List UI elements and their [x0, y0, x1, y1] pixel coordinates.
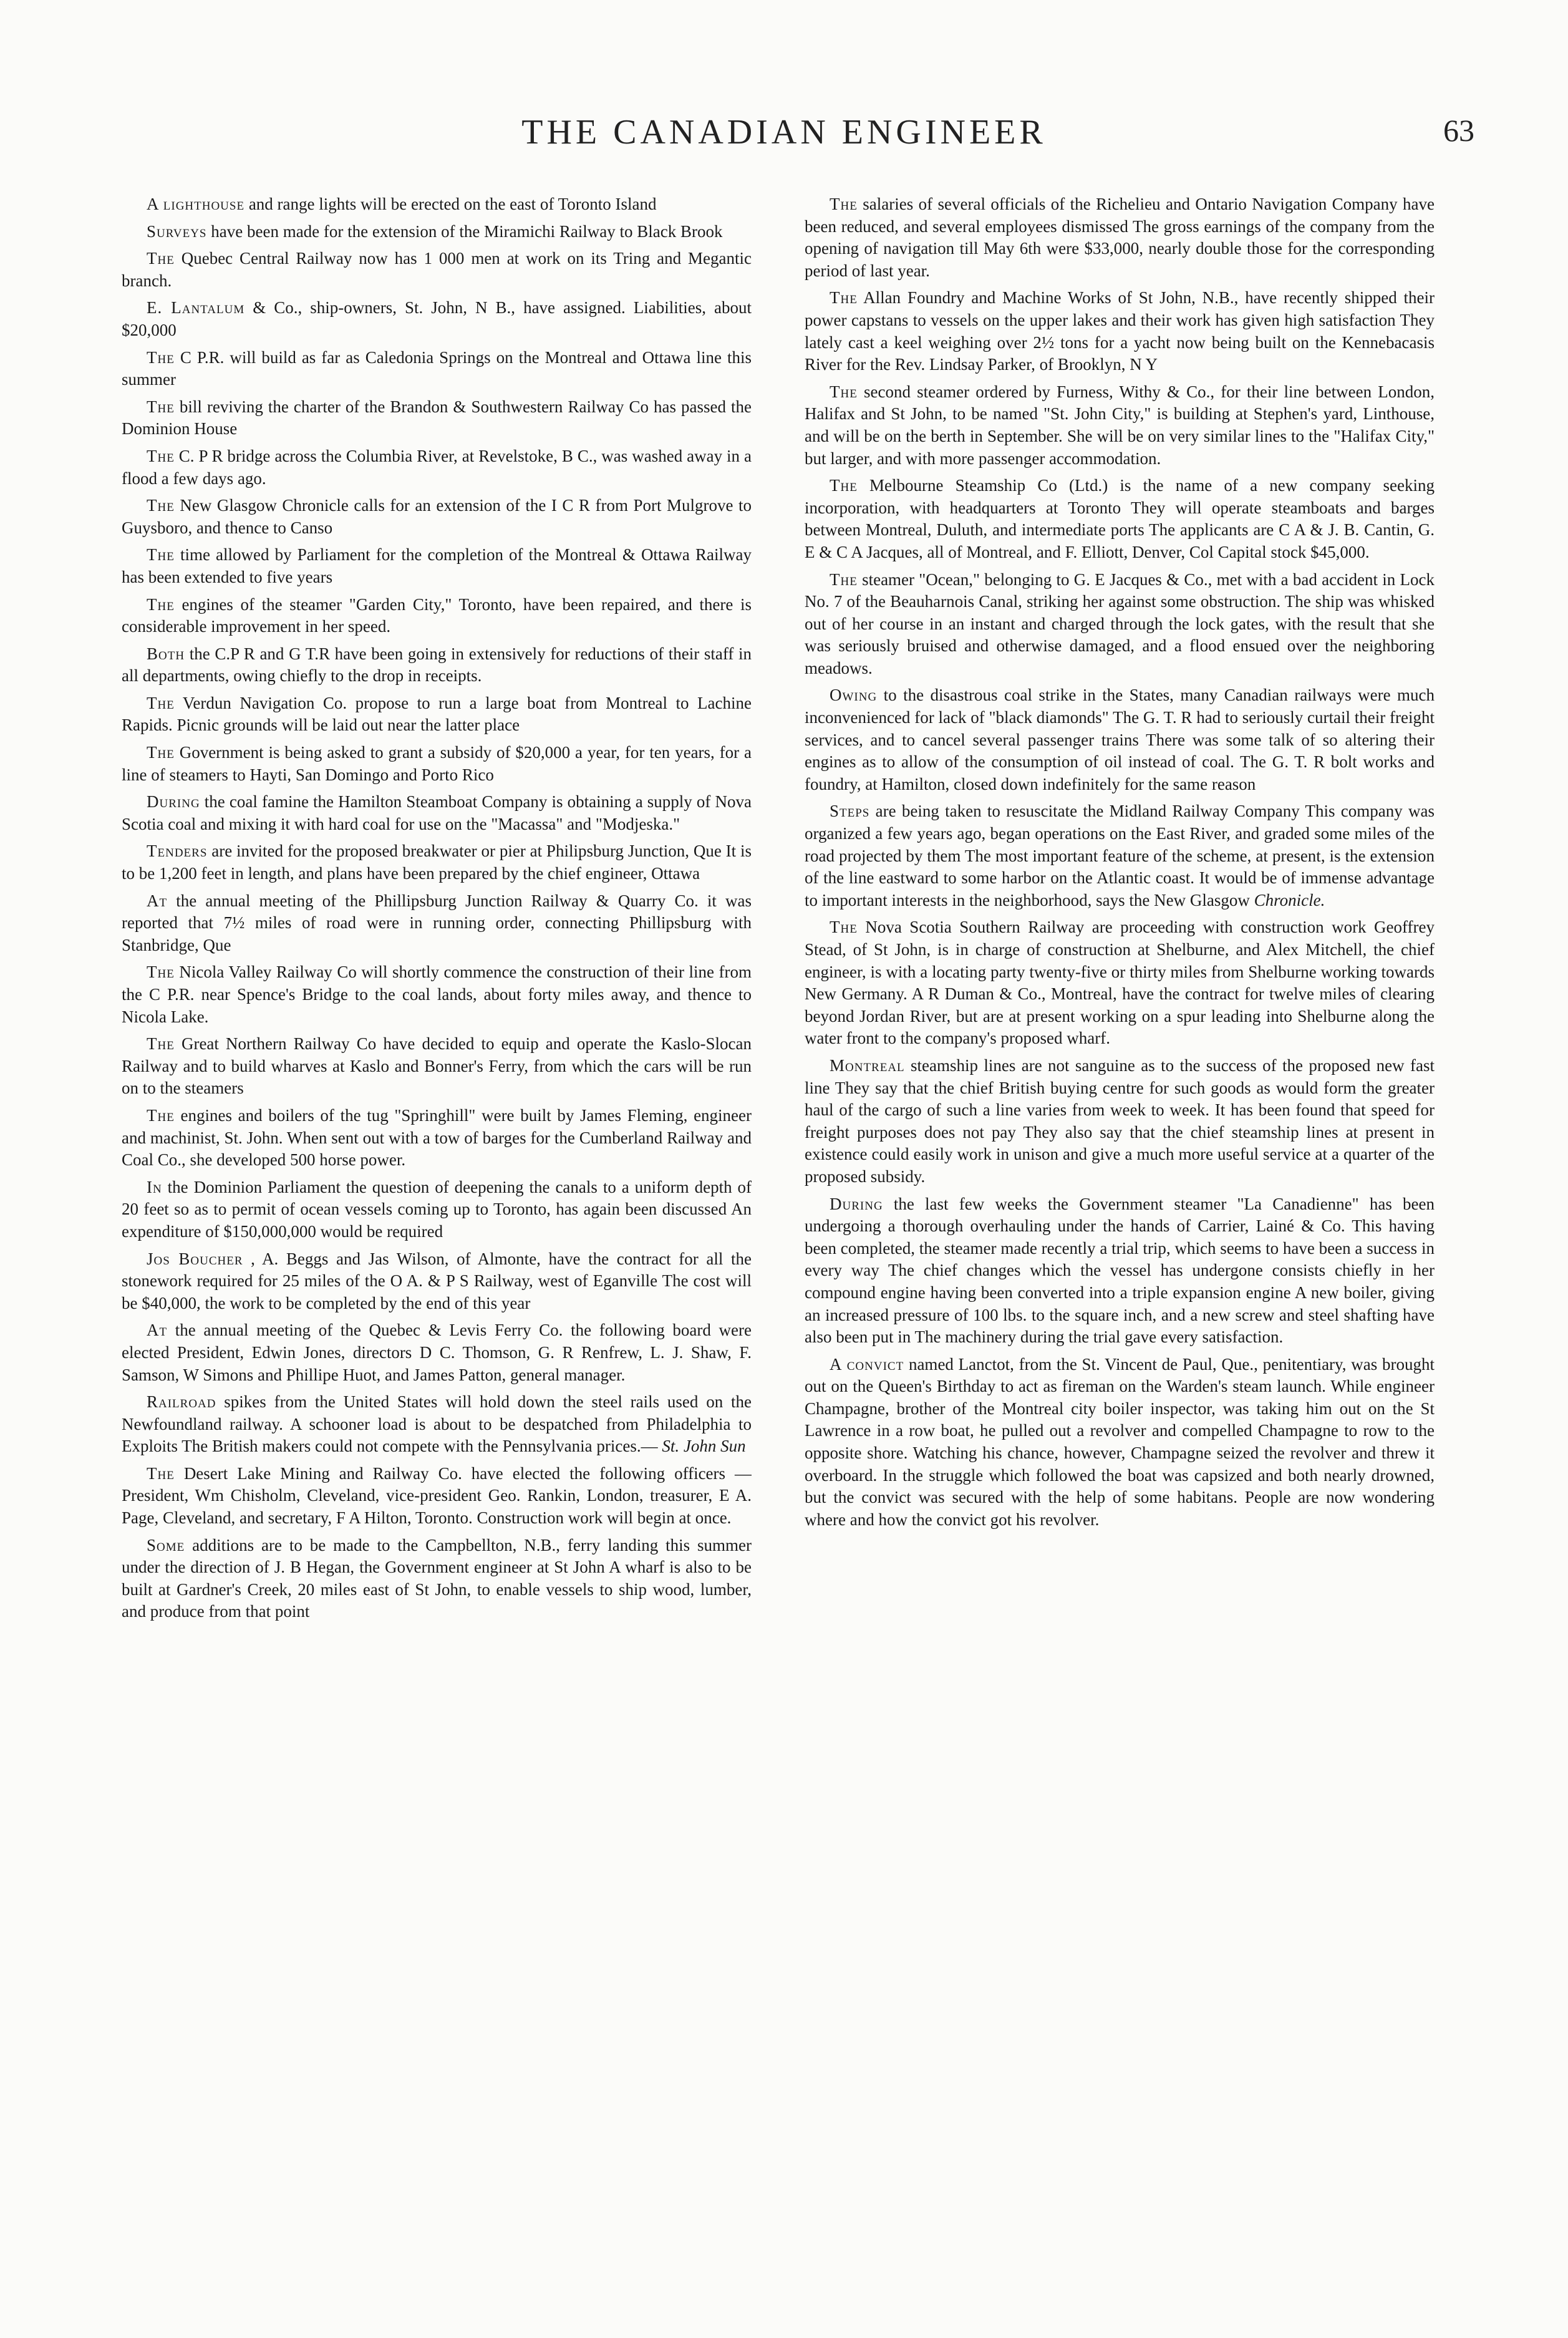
item-text: Allan Foundry and Machine Works of St John, N.B., have recently shipped their power capstans to vessels on the upper lakes and their work has given high satisfaction They lately cast a keel weighing over 2½ tons for a yacht now being built on the Kennebacasis River for the Rev. Lindsay Parker, of Brooklyn, N Y: [805, 288, 1435, 374]
item-lead: Surveys: [147, 221, 207, 241]
page-header: [0, 112, 1568, 162]
item-lead: Both: [147, 644, 185, 663]
news-item: [122, 1176, 752, 1243]
news-item: [122, 445, 752, 490]
news-item: [122, 961, 752, 1028]
news-item: [122, 594, 752, 638]
item-lead: Montreal: [830, 1055, 905, 1075]
item-lead: The: [147, 496, 175, 515]
item-text: time allowed by Parliament for the completion of the Montreal & Ottawa Railway has been extended to five years: [122, 545, 752, 586]
item-lead: The: [147, 1105, 175, 1125]
item-text: Desert Lake Mining and Railway Co. have elected the following officers —President, Wm Chisholm, Cleveland, vice-president Geo. Rankin, London, treasurer, E A. Page, Cleveland, and secretary, F A Hilton, Toronto. Construction work will begin at once.: [122, 1463, 752, 1528]
item-text: steamship lines are not sanguine as to the success of the proposed new fast line They say that the chief British buying centre for such goods as would form the greater haul of the cargo of such a line varies from week to week. It has been found that speed for freight purposes does not pay They also say that the chief steamship lines at present in existence could easily work in unison and give a much more useful service at a quarter of the proposed subsidy.: [805, 1055, 1435, 1186]
item-lead: Railroad: [147, 1392, 216, 1412]
news-item: [122, 840, 752, 885]
item-text: named Lanctot, from the St. Vincent de Paul, Que., penitentiary, was brought out on the Queen's Birthday to act as fireman on the Warden's steam launch. While engineer Champagne, brother of the Montreal city boiler inspector, was taking him out on the St Lawrence in a row boat, he pulled out a revolver and compelled Champagne to row to the opposite shore. Watching his chance, however, Champagne seized the revolver and threw it overboard. In the struggle which followed the boat was capsized and both nearly drowned, but the convict was secured with the help of some habitans. People are now wondering where and how the convict got his revolver.: [805, 1354, 1435, 1529]
news-item: [122, 791, 752, 835]
item-text: are being taken to resuscitate the Midland Railway Company This company was organized a few years ago, began operations on the East River, and graded some miles of the road projected by them The most important feature of the scheme, at present, is the extension of the line eastward to some harbor on the Atlantic coast. It would be of immense advantage to important interests in the neighborhood, says the New Glasgow: [805, 802, 1435, 909]
item-lead: A convict: [830, 1354, 904, 1374]
news-item: [805, 475, 1435, 563]
item-lead: The: [147, 693, 175, 712]
news-item: [122, 1033, 752, 1100]
news-item: [805, 193, 1435, 282]
item-text: engines and boilers of the tug "Springhill" were built by James Fleming, engineer and machinist, St. John. When sent out with a tow of barges for the Cumberland Railway and Coal Co., she developed 500 horse power.: [122, 1105, 752, 1170]
item-text: the Dominion Parliament the question of deepening the canals to a uniform depth of 20 feet so as to permit of ocean vessels coming up to Toronto, has again been discussed An expenditure of $150,000,000 would be required: [122, 1177, 752, 1241]
item-lead: The: [147, 446, 175, 465]
item-text: the C.P R and G T.R have been going in extensively for reductions of their staff in all departments, owing chiefly to the drop in receipts.: [122, 644, 752, 686]
item-text: & Co., ship-owners, St. John, N B., have assigned. Liabilities, about $20,000: [122, 298, 752, 339]
item-lead: The: [147, 1034, 175, 1054]
news-item: [122, 297, 752, 341]
item-lead: The: [147, 1463, 175, 1483]
item-lead: The: [147, 347, 175, 367]
news-item: [122, 1248, 752, 1315]
item-lead: The: [147, 963, 175, 982]
item-lead: Jos Boucher: [147, 1249, 243, 1268]
news-item: [122, 248, 752, 292]
news-item: [122, 544, 752, 588]
item-lead: E. Lantalum: [147, 298, 245, 318]
item-lead: Steps: [830, 802, 870, 821]
item-text: New Glasgow Chronicle calls for an extension of the I C R from Port Mulgrove to Guysboro, and thence to Canso: [122, 496, 752, 537]
item-lead: During: [830, 1194, 883, 1213]
item-lead: The: [830, 918, 858, 937]
item-text: Great Northern Railway Co have decided to equip and operate the Kaslo-Slocan Railway and to build wharves at Kaslo and Bonner's Ferry, from which the cars will be run on to the steamers: [122, 1034, 752, 1098]
item-text: Nova Scotia Southern Railway are proceeding with construction work Geoffrey Stead, of St John, is in charge of construction at Shelburne, and Alex Mitchell, the chief engineer, is with a locating party twenty-five or thirty miles from Shelburne working towards New Germany. A R Duman & Co., Montreal, have the contract for twelve miles of clearing beyond Jordan River, but are at present working on a spur leading into Shelburne along the water front to the company's proposed wharf.: [805, 918, 1435, 1048]
news-item: [805, 1354, 1435, 1531]
item-text: the annual meeting of the Quebec & Levis Ferry Co. the following board were elected President, Edwin Jones, directors D C. Thomson, G. R Renfrew, L. J. Shaw, F. Samson, W Simons and Phillipe Huot, and James Patton, general manager.: [122, 1321, 752, 1384]
item-lead: During: [147, 792, 200, 812]
item-text: and range lights will be erected on the east of Toronto Island: [248, 195, 657, 213]
news-item: [122, 495, 752, 539]
news-item: [805, 1193, 1435, 1349]
item-text: bill reviving the charter of the Brandon & Southwestern Railway Co has passed the Dominion House: [122, 397, 752, 439]
item-text: Government is being asked to grant a subsidy of $20,000 a year, for ten years, for a line of steamers to Hayti, San Domingo and Porto Rico: [122, 743, 752, 784]
news-item: [122, 347, 752, 391]
news-item: [122, 643, 752, 687]
news-item: [122, 1391, 752, 1458]
item-lead: The: [147, 545, 175, 565]
news-item: [122, 890, 752, 957]
item-text: have been made for the extension of the Miramichi Railway to Black Brook: [211, 221, 723, 241]
item-lead: The: [830, 288, 858, 308]
item-lead: The: [147, 249, 175, 268]
journal-title: THE CANADIAN ENGINEER: [521, 113, 1047, 152]
item-text: Verdun Navigation Co. propose to run a large boat from Montreal to Lachine Rapids. Picnic grounds will be laid out near the latter place: [122, 693, 752, 735]
item-text: spikes from the United States will hold down the steel rails used on the Newfoundland railway. A schooner load is about to be despatched from Philadelphia to Exploits The British makers could not compete with the Pennsylvania prices.—: [122, 1392, 752, 1456]
item-lead: In: [147, 1177, 162, 1196]
news-item: [122, 742, 752, 786]
right-column: [805, 193, 1435, 2271]
news-item: [122, 1319, 752, 1386]
item-lead: Some: [147, 1535, 185, 1555]
item-text: are invited for the proposed breakwater or pier at Philipsburg Junction, Que It is to be 1,200 feet in length, and plans have been prepared by the chief engineer, Ottawa: [122, 842, 752, 883]
item-lead: The: [830, 476, 858, 495]
item-text: Quebec Central Railway now has 1 000 men at work on its Tring and Megantic branch.: [122, 249, 752, 290]
item-lead: The: [830, 570, 858, 589]
item-text: steamer "Ocean," belonging to G. E Jacques & Co., met with a bad accident in Lock No. 7 of the Beauharnois Canal, striking her against some obstruction. The ship was whisked out of her course in an instant and charged through the lock gates, with the result that she was seriously bruised and otherwise damaged, and a flood ensued over the neighboring meadows.: [805, 570, 1435, 677]
item-text: C. P R bridge across the Columbia River, at Revelstoke, B C., was washed away in a flood a few days ago.: [122, 446, 752, 488]
left-column: [122, 193, 752, 2271]
news-item: [805, 916, 1435, 1050]
item-lead: Tenders: [147, 842, 208, 861]
item-text: the coal famine the Hamilton Steamboat Company is obtaining a supply of Nova Scotia coal and mixing it with hard coal for use on the "Macassa" and "Modjeska.": [122, 792, 752, 833]
news-item: [805, 800, 1435, 911]
news-item: [122, 1105, 752, 1171]
news-item: [805, 684, 1435, 795]
item-text: the last few weeks the Government steamer "La Canadienne" has been undergoing a thorough overhauling under the hands of Carrier, Lainé & Co. This having been completed, the steamer made recently a trial trip, which seems to have been a success in every way The chief changes which the vessel has undergone consists chiefly in her compound engine having been converted into a triple expansion engine A new boiler, giving an increased pressure of 100 lbs. to the square inch, and a new screw and steel shafting have also been put in The machinery during the trial gave every satisfaction.: [805, 1194, 1435, 1347]
news-item: [122, 396, 752, 440]
item-lead: Owing: [830, 686, 878, 705]
item-text: C P.R. will build as far as Caledonia Springs on the Montreal and Ottawa line this summer: [122, 347, 752, 389]
item-source: St. John Sun: [662, 1437, 746, 1456]
news-item: [805, 569, 1435, 680]
news-item: [805, 1055, 1435, 1188]
item-lead: At: [147, 1321, 168, 1340]
item-lead: The: [147, 397, 175, 416]
item-text: , A. Beggs and Jas Wilson, of Almonte, have the contract for all the stonework required for 25 miles of the O A. & P S Railway, west of Eganville The cost will be $40,000, the work to be completed by the end of this year: [122, 1249, 752, 1312]
item-lead: The: [147, 743, 175, 762]
item-text: salaries of several officials of the Richelieu and Ontario Navigation Company have been reduced, and several employees dismissed The gross earnings of the company from the opening of navigation till May 6th were $33,000, nearly double those for the corresponding period of last year.: [805, 195, 1435, 280]
news-item: [122, 193, 752, 216]
item-lead: The: [830, 195, 858, 213]
news-item: [122, 692, 752, 737]
news-item: [805, 381, 1435, 470]
page-number: 63: [1443, 113, 1474, 148]
item-lead: The: [147, 594, 175, 614]
item-source: Chronicle.: [1254, 890, 1325, 909]
news-item: [805, 287, 1435, 376]
item-text: Nicola Valley Railway Co will shortly commence the construction of their line from the C P.R. near Spence's Bridge to the coal lands, about forty miles away, and thence to Nicola Lake.: [122, 963, 752, 1026]
item-lead: The: [830, 382, 858, 401]
item-lead: At: [147, 891, 168, 910]
news-item: [122, 1535, 752, 1623]
item-text: Melbourne Steamship Co (Ltd.) is the name of a new company seeking incorporation, with headquarters at Toronto They will operate steamboats and barges between Montreal, Duluth, and intermediate ports The applicants are C A & J. B. Cantin, G. E & C A Jacques, all of Montreal, and F. Elliott, Denver, Col Capital stock $45,000.: [805, 476, 1435, 561]
item-text: additions are to be made to the Campbellton, N.B., ferry landing this summer under the direction of J. B Hegan, the Government engineer at St John A wharf is also to be built at Gardner's Creek, 20 miles east of St John, to enable vessels to ship wood, lumber, and produce from that point: [122, 1535, 752, 1621]
news-item: [122, 1463, 752, 1530]
item-lead: A lighthouse: [147, 195, 245, 213]
item-text: engines of the steamer "Garden City," Toronto, have been repaired, and there is considerable improvement in her speed.: [122, 594, 752, 636]
item-text: to the disastrous coal strike in the States, many Canadian railways were much inconvenienced for lack of "black diamonds" The G. T. R had to seriously curtail their freight services, and to cancel several passenger trains There was some talk of so altering their engines as to allow of the consumption of oil instead of coal. The G. T. R bolt works and foundry, at Hamilton, closed down indefinitely for the same reason: [805, 686, 1435, 793]
news-item: [122, 221, 752, 243]
item-text: second steamer ordered by Furness, Withy & Co., for their line between London, Halifax and St John, to be named "St. John City," is building at Stephen's yard, Linthouse, and will be on the berth in September. She will be on very similar lines to the "Halifax City," but larger, and with more passenger accommodation.: [805, 382, 1435, 468]
item-text: the annual meeting of the Phillipsburg Junction Railway & Quarry Co. it was reported that 7½ miles of road were in running order, connecting Phillipsburg with Stanbridge, Que: [122, 891, 752, 954]
